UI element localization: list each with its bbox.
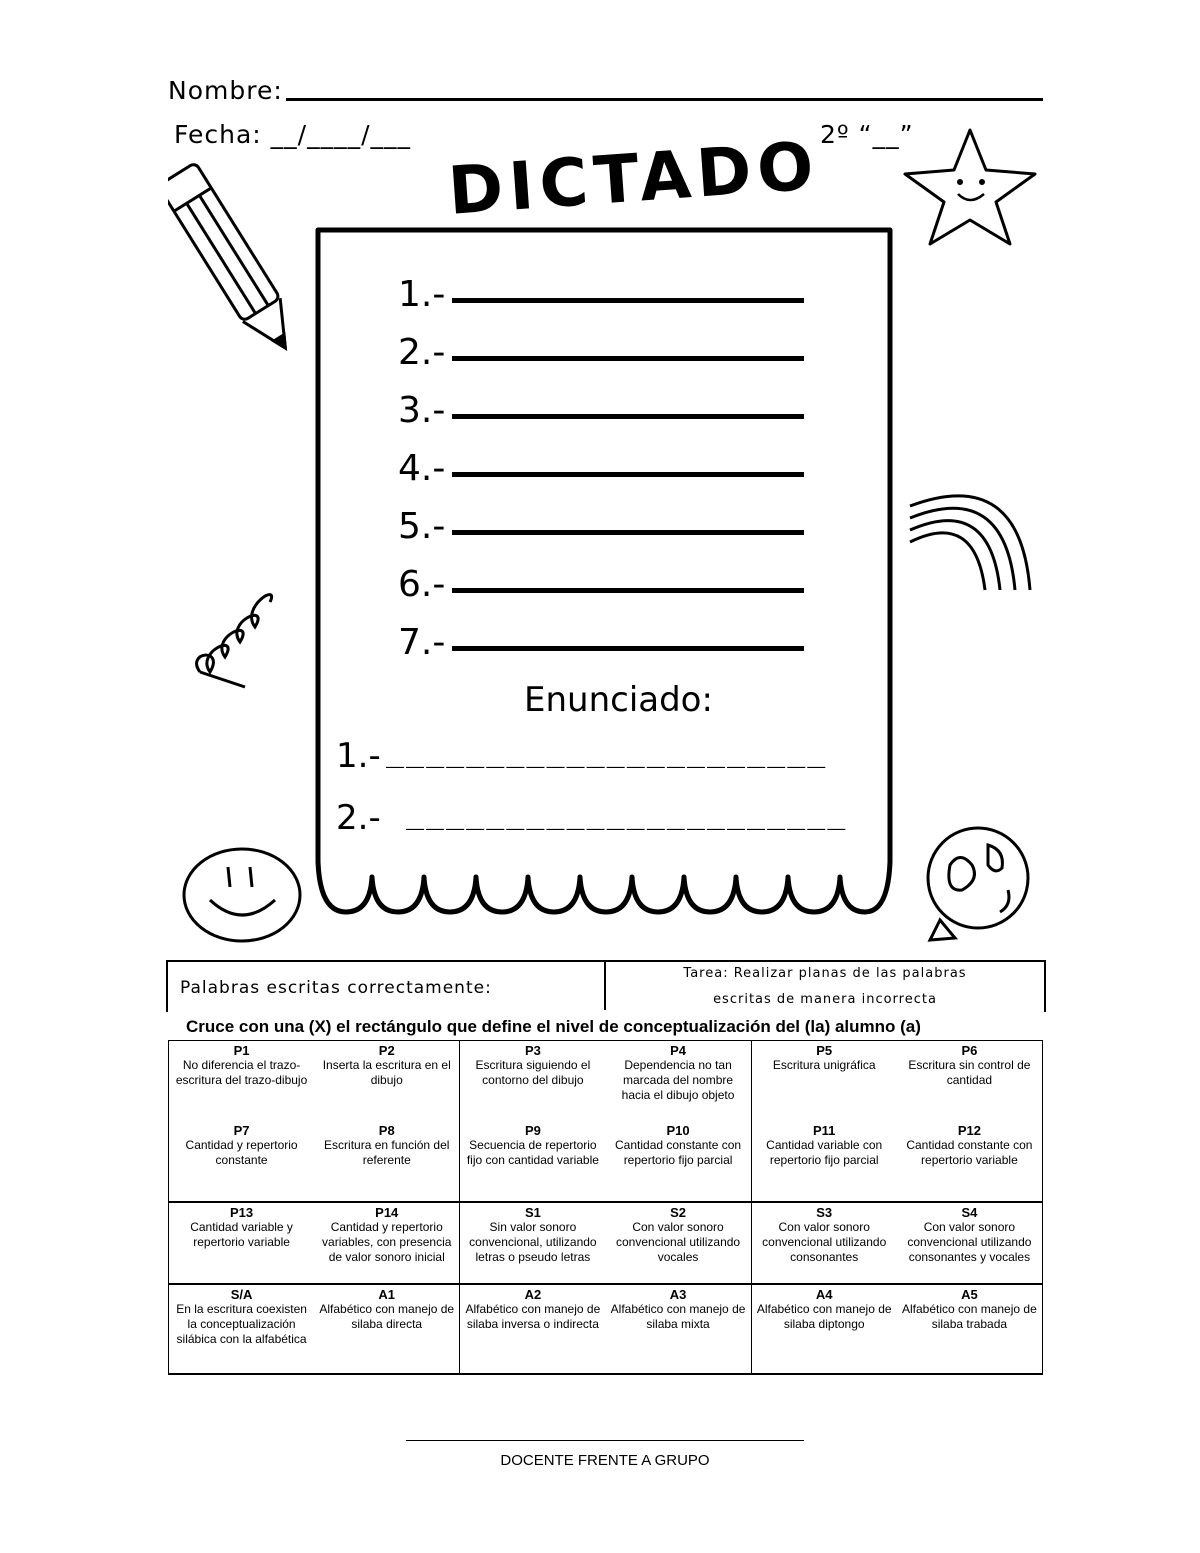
rubric-desc: Alfabético con manejo de silaba inversa o indirecta (465, 1302, 601, 1331)
rubric-desc: Escritura unigráfica (772, 1058, 876, 1072)
rubric-row-2 (169, 1121, 1043, 1202)
rubric-cell-s3[interactable] (751, 1202, 897, 1284)
word-item-3-label: 3.- (398, 390, 446, 431)
sentence-1-blank[interactable]: ______________________ (386, 734, 828, 769)
rubric-table (168, 1040, 1043, 1375)
rubric-desc: Cantidad constante con repertorio variable (906, 1138, 1033, 1167)
rubric-desc: Con valor sonoro convencional utilizando consonantes (762, 1220, 887, 1264)
rubric-row-1 (169, 1041, 1043, 1122)
rubric-desc: Escritura sin control de cantidad (908, 1058, 1031, 1087)
rubric-cell-a1[interactable] (314, 1284, 460, 1374)
rubric-code: S2 (670, 1205, 686, 1220)
rubric-cell-a2[interactable] (460, 1284, 606, 1374)
correct-words-label: Palabras escritas correctamente: (180, 978, 492, 998)
rubric-desc: Alfabético con manejo de silaba mixta (610, 1302, 746, 1331)
rubric-desc: Escritura siguiendo el contorno del dibujo (475, 1058, 591, 1087)
rubric-desc: Cantidad y repertorio variables, con presencia de valor sonoro inicial (322, 1220, 452, 1264)
rubric-code: P1 (233, 1043, 250, 1058)
rubric-code: A3 (669, 1287, 687, 1302)
grade-label[interactable]: 2º “__” (820, 120, 914, 149)
rubric-desc: Escritura en función del referente (324, 1138, 450, 1167)
rubric-code: P13 (230, 1205, 254, 1220)
rubric-cell-p8[interactable] (314, 1121, 460, 1202)
rubric-code: S4 (961, 1205, 978, 1220)
name-field[interactable] (286, 98, 1043, 101)
word-item-2-label: 2.- (398, 332, 446, 373)
page-title: DICTADO (445, 127, 822, 230)
name-label: Nombre: (168, 76, 283, 105)
rubric-code: P3 (524, 1043, 541, 1058)
rubric-row-4 (169, 1284, 1043, 1374)
rainbow-icon (905, 490, 1035, 605)
date-label[interactable]: Fecha: __/____/___ (174, 120, 412, 149)
rubric-cell-p13[interactable] (169, 1202, 315, 1284)
rubric-code: A2 (524, 1287, 542, 1302)
word-item-1-line[interactable] (452, 298, 804, 303)
rubric-code: P10 (666, 1123, 690, 1138)
rubric-code: P9 (524, 1123, 541, 1138)
signature-line[interactable] (406, 1440, 804, 1441)
rubric-code: S1 (524, 1205, 541, 1220)
sentence-2-blank[interactable]: ______________________ (406, 796, 848, 831)
star-icon (890, 122, 1045, 252)
rubric-cell-p5[interactable] (751, 1041, 897, 1122)
rubric-cell-p3[interactable] (460, 1041, 606, 1122)
rubric-cell-a4[interactable] (751, 1284, 897, 1374)
rubric-desc: Cantidad constante con repertorio fijo parcial (615, 1138, 742, 1167)
rubric-desc: Alfabético con manejo de silaba trabada (902, 1302, 1037, 1331)
rubric-code: P11 (812, 1123, 836, 1138)
pencil-icon (168, 150, 308, 380)
word-item-4-label: 4.- (398, 448, 446, 489)
rubric-cell-sa[interactable] (169, 1284, 315, 1374)
rubric-cell-p7[interactable] (169, 1121, 315, 1202)
rubric-desc: Sin valor sonoro convencional, utilizando letras o pseudo letras (469, 1220, 597, 1264)
rubric-cell-s1[interactable] (460, 1202, 606, 1284)
word-item-5-line[interactable] (452, 530, 804, 535)
sentence-2-label: 2.- (336, 798, 381, 838)
rubric-desc: Alfabético con manejo de silaba directa (319, 1302, 455, 1331)
rubric-code: P6 (961, 1043, 978, 1058)
word-item-2-line[interactable] (452, 356, 804, 361)
rubric-cell-p6[interactable] (897, 1041, 1043, 1122)
rubric-cell-p11[interactable] (751, 1121, 897, 1202)
rubric-instruction: Cruce con una (X) el rectángulo que define el nivel de conceptualización del (la) alumno (a) (186, 1017, 921, 1036)
rubric-cell-a3[interactable] (605, 1284, 751, 1374)
rubric-code: P12 (957, 1123, 981, 1138)
rubric-cell-s2[interactable] (605, 1202, 751, 1284)
rubric-code: P4 (670, 1043, 686, 1058)
rubric-cell-p14[interactable] (314, 1202, 460, 1284)
rubric-desc: Secuencia de repertorio fijo con cantidad variable (466, 1138, 599, 1167)
rubric-cell-a5[interactable] (897, 1284, 1043, 1374)
rubric-code: A1 (378, 1287, 396, 1302)
rubric-cell-s4[interactable] (897, 1202, 1043, 1284)
rubric-desc: Con valor sonoro convencional utilizando consonantes y vocales (907, 1220, 1032, 1264)
word-item-7-line[interactable] (452, 646, 804, 651)
spring-icon (185, 552, 285, 692)
rubric-desc: Inserta la escritura en el dibujo (322, 1058, 451, 1087)
rubric-desc: Con valor sonoro convencional utilizando vocales (616, 1220, 741, 1264)
rubric-code: S/A (230, 1287, 253, 1302)
rubric-desc: En la escritura coexisten la conceptualización silábica con la alfabética (176, 1302, 307, 1346)
task-line-1: Tarea: Realizar planas de las palabras (683, 966, 967, 981)
rubric-code: P8 (378, 1123, 395, 1138)
rubric-row-3 (169, 1202, 1043, 1284)
word-item-3-line[interactable] (452, 414, 804, 419)
rubric-cell-p4[interactable] (605, 1041, 751, 1122)
rubric-desc: No diferencia el trazo-escritura del trazo-dibujo (175, 1058, 308, 1087)
rubric-code: P14 (375, 1205, 399, 1220)
rubric-cell-p9[interactable] (460, 1121, 606, 1202)
task-line-2: escritas de manera incorrecta (713, 992, 937, 1007)
rubric-desc: Dependencia no tan marcada del nombre hacia el dibujo objeto (621, 1058, 735, 1102)
word-item-4-line[interactable] (452, 472, 804, 477)
rubric-cell-p12[interactable] (897, 1121, 1043, 1202)
rubric-code: P7 (233, 1123, 250, 1138)
rubric-cell-p2[interactable] (314, 1041, 460, 1122)
word-item-5-label: 5.- (398, 506, 446, 547)
rubric-desc: Alfabético con manejo de silaba diptongo (756, 1302, 892, 1331)
rubric-code: P2 (378, 1043, 395, 1058)
smiley-icon (180, 845, 305, 945)
rubric-code: A4 (815, 1287, 833, 1302)
sentence-1-label: 1.- (336, 736, 381, 776)
word-item-6-label: 6.- (398, 564, 446, 605)
sentence-heading: Enunciado: (524, 680, 713, 720)
rubric-desc: Cantidad y repertorio constante (185, 1138, 298, 1167)
rubric-desc: Cantidad variable con repertorio fijo parcial (766, 1138, 883, 1167)
score-box-divider (604, 960, 606, 1010)
word-item-1-label: 1.- (398, 274, 446, 315)
rubric-code: P5 (816, 1043, 833, 1058)
rubric-desc: Cantidad variable y repertorio variable (190, 1220, 293, 1249)
word-item-6-line[interactable] (452, 588, 804, 593)
rubric-cell-p1[interactable] (169, 1041, 315, 1122)
rubric-code: S3 (816, 1205, 833, 1220)
globe-icon (900, 820, 1055, 950)
word-item-7-label: 7.- (398, 622, 446, 663)
rubric-cell-p10[interactable] (605, 1121, 751, 1202)
rubric-code: A5 (961, 1287, 978, 1302)
signature-label: DOCENTE FRENTE A GRUPO (500, 1452, 710, 1469)
